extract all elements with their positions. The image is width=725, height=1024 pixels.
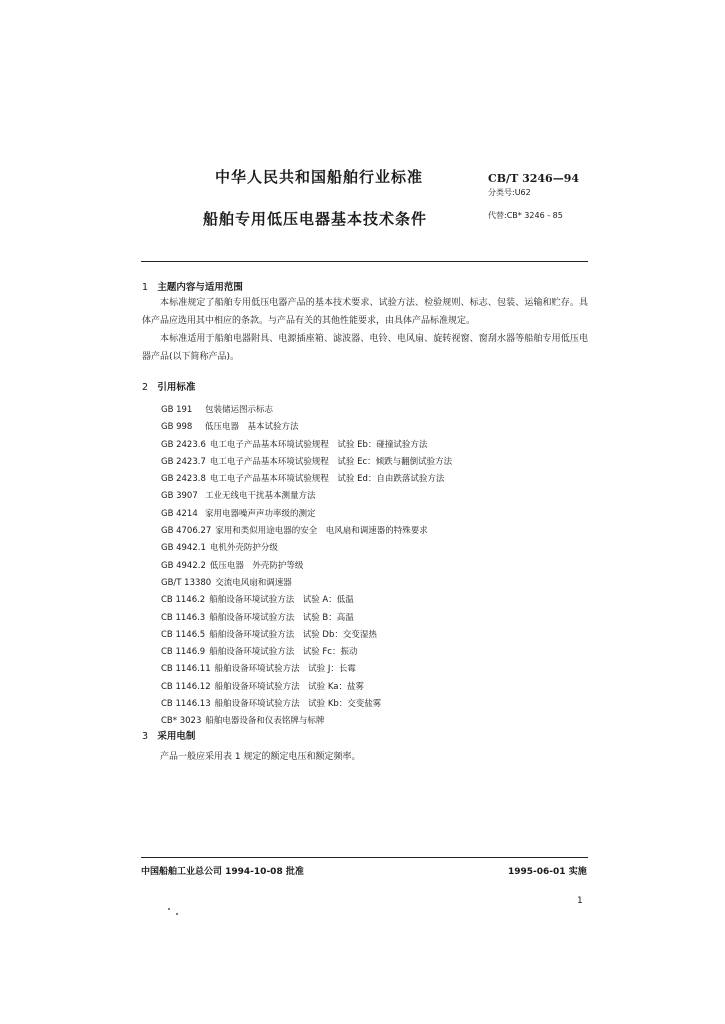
reference-code: GB 4706.27 (161, 526, 212, 537)
reference-code: CB 1146.12 (161, 681, 211, 692)
reference-title: 电工电子产品基本环境试验规程 试验 Ec：倾跌与翻倒试验方法 (209, 456, 453, 467)
reference-item (161, 575, 452, 592)
reference-list (161, 402, 452, 731)
reference-title: 交流电风扇和调速器 (215, 577, 292, 588)
section-3-paragraph-1: 产品一般应采用表 1 规定的额定电压和额定频率。 (160, 752, 361, 762)
reference-title: 低压电器 基本试验方法 (205, 422, 299, 433)
reference-code: GB 2423.7 (161, 456, 206, 467)
reference-title: 船舶设备环境试验方法 试验 Ka：盐雾 (214, 681, 364, 692)
reference-title: 船舶设备环境试验方法 试验 Kb：交变盐雾 (214, 699, 382, 710)
reference-code: GB 3907 (161, 491, 198, 502)
reference-code: GB 4214 (161, 508, 198, 519)
header-divider (141, 261, 588, 262)
section-number: 2 (142, 382, 149, 393)
reference-title: 船舶设备环境试验方法 试验 B：高温 (209, 612, 354, 623)
reference-item (161, 437, 452, 454)
reference-code: CB 1146.13 (161, 699, 211, 710)
reference-item (161, 540, 452, 557)
section-heading-text: 引用标准 (157, 382, 196, 393)
reference-code: GB 2423.8 (161, 474, 206, 485)
reference-code: CB 1146.2 (161, 595, 206, 606)
reference-code: GB 2423.6 (161, 439, 206, 450)
section-2-heading (142, 379, 195, 393)
section-1-paragraph-1: 本标准规定了船舶专用低压电器产品的基本技术要求、试验方法、检验规则、标志、包装、运输和贮存。具体产品应选用其中相应的条款。与产品有关的其他性能要求，由具体产品标准规定。 (142, 298, 588, 326)
reference-code: CB* 3023 (161, 716, 202, 727)
section-number: 3 (142, 731, 149, 742)
reference-item (161, 644, 452, 661)
section-1-paragraph-2: 本标准适用于船舶电器附具、电源插座箱、滤波器、电铃、电风扇、旋转视窗、窗刮水器等船舶专用低压电器产品(以下简称产品)。 (142, 334, 588, 362)
reference-item (161, 558, 452, 575)
scan-speck (168, 908, 170, 910)
reference-title: 船舶设备环境试验方法 试验 Fc：振动 (209, 647, 358, 658)
reference-title: 电工电子产品基本环境试验规程 试验 Ed：自由跌落试验方法 (209, 474, 445, 485)
reference-item (161, 488, 452, 505)
section-number: 1 (142, 282, 149, 293)
footer-divider (141, 857, 588, 858)
reference-code: CB 1146.3 (161, 612, 206, 623)
section-heading-text: 主题内容与适用范围 (157, 282, 243, 293)
reference-code: CB 1146.5 (161, 629, 206, 640)
reference-title: 船舶设备环境试验方法 试验 Db：交变湿热 (209, 629, 377, 640)
reference-item (161, 471, 452, 488)
section-1-heading (142, 279, 243, 293)
document-title: 船舶专用低压电器基本技术条件 (203, 210, 428, 228)
scan-speck (176, 913, 178, 915)
reference-item (161, 523, 452, 540)
reference-title: 家用和类似用途电器的安全 电风扇和调速器的特殊要求 (215, 526, 428, 537)
reference-title: 家用电器噪声声功率级的测定 (205, 508, 316, 519)
reference-code: GB 4942.1 (161, 543, 206, 554)
reference-title: 船舶电器设备和仪表铭牌与标牌 (205, 716, 325, 727)
reference-item (161, 419, 452, 436)
reference-title: 工业无线电干扰基本测量方法 (205, 491, 316, 502)
reference-item (161, 679, 452, 696)
reference-code: GB 998 (161, 422, 193, 433)
section-heading-text: 采用电制 (157, 731, 196, 742)
reference-title: 船舶设备环境试验方法 试验 J：长霉 (214, 664, 356, 675)
standard-number: CB/T 3246—94 (488, 172, 580, 185)
issuer-heading: 中华人民共和国船舶行业标准 (215, 168, 424, 186)
reference-item (161, 506, 452, 523)
reference-code: CB 1146.11 (161, 664, 211, 675)
reference-item (161, 713, 452, 730)
reference-title: 包装储运图示标志 (205, 405, 274, 415)
reference-code: CB 1146.9 (161, 647, 206, 658)
reference-item (161, 661, 452, 678)
classification-number: 分类号:U62 (488, 188, 531, 197)
replaces-standard: 代替:CB* 3246 - 85 (488, 211, 563, 220)
effective-date: 1995-06-01 实施 (508, 867, 587, 877)
reference-title: 船舶设备环境试验方法 试验 A：低温 (209, 595, 354, 606)
reference-title: 电机外壳防护分级 (209, 543, 278, 554)
reference-title: 电工电子产品基本环境试验规程 试验 Eb：碰撞试验方法 (209, 439, 428, 450)
reference-item (161, 610, 452, 627)
reference-code: GB/T 13380 (161, 577, 212, 588)
reference-item (161, 627, 452, 644)
reference-item (161, 592, 452, 609)
page-number: 1 (577, 896, 583, 906)
reference-title: 低压电器 外壳防护等级 (209, 560, 304, 571)
reference-code: GB 4942.2 (161, 560, 206, 571)
reference-item (161, 454, 452, 471)
reference-item (161, 402, 452, 419)
reference-code: GB 191 (161, 405, 193, 415)
reference-item (161, 696, 452, 713)
approval-date: 中国船舶工业总公司 1994-10-08 批准 (141, 867, 304, 877)
section-3-heading (142, 728, 195, 742)
